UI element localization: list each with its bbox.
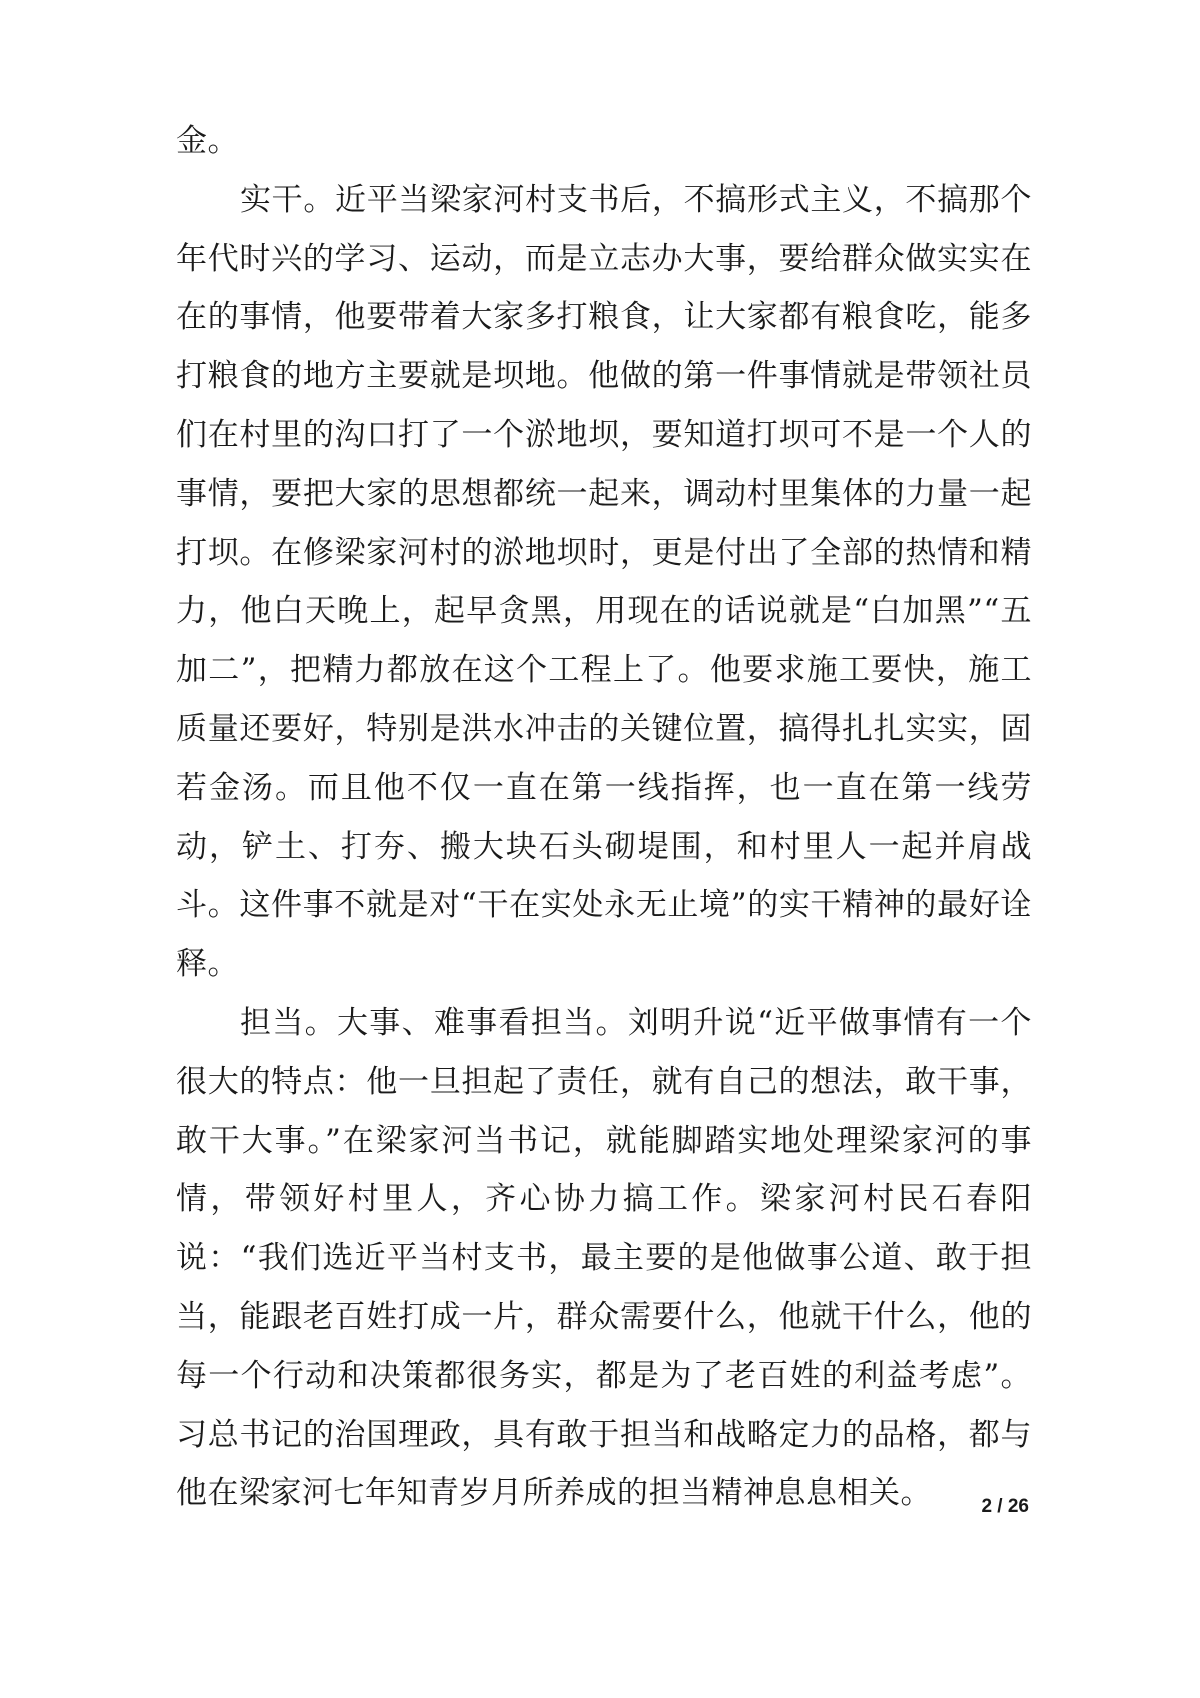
page-number: 2 / 26	[981, 1496, 1029, 1517]
paragraph-continuation: 金。	[176, 123, 239, 159]
body-text	[176, 112, 1032, 1523]
paragraph-dandang: 担当。大事、难事看担当。刘明升说“近平做事情有一个很大的特点：他一旦担起了责任，就有自己的想法，敢干事，敢干大事。”在梁家河当书记，就能脚踏实地处理梁家河的事情，带领好村里人，齐心协力搞工作。梁家河村民石春阳说：“我们选近平当村支书，最主要的是他做事公道、敢于担当，能跟老百姓打成一片，群众需要什么，他就干什么，他的每一个行动和决策都很务实，都是为了老百姓的利益考虑”。习总书记的治国理政，具有敢于担当和战略定力的品格，都与他在梁家河七年知青岁月所养成的担当精神息息相关。	[176, 1004, 1032, 1512]
paragraph-shigan: 实干。近平当梁家河村支书后，不搞形式主义，不搞那个年代时兴的学习、运动，而是立志办大事，要给群众做实实在在的事情，他要带着大家多打粮食，让大家都有粮食吃，能多打粮食的地方主要就是坝地。他做的第一件事情就是带领社员们在村里的沟口打了一个淤地坝，要知道打坝可不是一个人的事情，要把大家的思想都统一起来，调动村里集体的力量一起打坝。在修梁家河村的淤地坝时，更是付出了全部的热情和精力，他白天晚上，起早贪黑，用现在的话说就是“白加黑”“五加二”，把精力都放在这个工程上了。他要求施工要快，施工质量还要好，特别是洪水冲击的关键位置，搞得扎扎实实，固若金汤。而且他不仅一直在第一线指挥，也一直在第一线劳动，铲土、打夯、搬大块石头砌堤围，和村里人一起并肩战斗。这件事不就是对“干在实处永无止境”的实干精神的最好诠释。	[176, 181, 1032, 983]
